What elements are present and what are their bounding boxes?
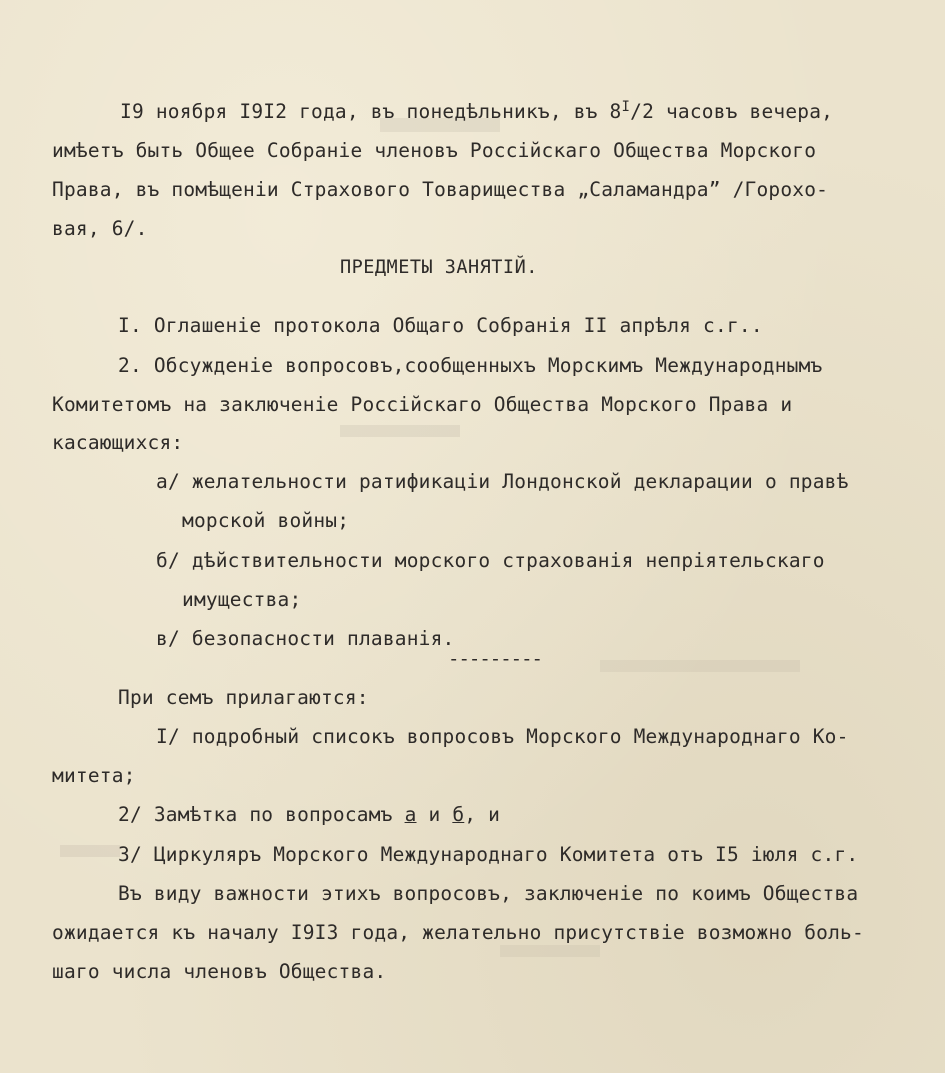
subitem-c-line-1: в/ безопасности плаванія. <box>156 627 455 650</box>
attachment-1-line-1: I/ подробный списокъ вопросовъ Морского Международнаго Ко- <box>156 725 849 748</box>
attachment-2-mid: и <box>416 803 453 826</box>
attachment-3: 3/ Циркуляръ Морского Международнаго Комитета отъ I5 іюля с.г. <box>118 843 859 866</box>
attachment-2-text: 2/ Замѣтка по вопросамъ <box>118 803 405 826</box>
intro-line-3: Права, въ помѣщеніи Страхового Товарищества „Саламандра” /Горохо- <box>52 178 829 201</box>
bleed-through-mark <box>600 660 800 672</box>
attachment-2-ref-a: а <box>404 803 417 826</box>
agenda-item-2-line-2: Комитетомъ на заключеніе Россійскаго Общества Морского Права и <box>52 393 793 416</box>
attachment-2 <box>118 803 500 827</box>
closing-line-1: Въ виду важности этихъ вопросовъ, заключеніе по коимъ Общества <box>118 882 859 905</box>
subitem-b-line-2: имущества; <box>182 588 302 611</box>
bleed-through-mark <box>60 845 120 857</box>
subitem-a-line-2: морской войны; <box>182 509 350 532</box>
intro-line-1 <box>120 100 833 126</box>
attachments-intro: При семъ прилагаются: <box>118 686 369 709</box>
subitem-a-line-1: а/ желательности ратификаціи Лондонской декларации о правѣ <box>156 470 849 493</box>
intro-line-4: вая, 6/. <box>52 217 148 240</box>
intro-line-2: имѣетъ быть Общее Собраніе членовъ Россійскаго Общества Морского <box>52 139 817 162</box>
intro-line-1-text: I9 ноября I9I2 года, въ понедѣльникъ, въ 8 <box>120 100 622 123</box>
agenda-item-2-line-1: 2. Обсужденіе вопросовъ,сообщенныхъ Морскимъ Международнымъ <box>118 354 823 377</box>
closing-line-3: шаго числа членовъ Общества. <box>52 960 387 983</box>
bleed-through-mark <box>340 425 460 437</box>
section-heading: ПРЕДМЕТЫ ЗАНЯТІЙ. <box>340 257 538 278</box>
attachment-2-end: , и <box>464 803 501 826</box>
agenda-item-1: I. Оглашеніе протокола Общаго Собранія II апрѣля с.г.. <box>118 314 763 337</box>
bleed-through-mark <box>500 945 600 957</box>
closing-line-2: ожидается къ началу I9I3 года, желательно присутствіе возможно боль- <box>52 921 864 944</box>
fraction-numerator: I <box>621 99 631 115</box>
subitem-b-line-1: б/ дѣйствительности морского страхованія непріятельскаго <box>156 549 825 572</box>
attachment-1-line-2: митета; <box>52 764 136 787</box>
agenda-item-2-line-3: касающихся: <box>52 431 184 454</box>
intro-line-1-end: /2 часовъ вечера, <box>630 100 834 123</box>
attachment-2-ref-b: б <box>452 803 465 826</box>
section-divider: --------- <box>448 648 542 670</box>
